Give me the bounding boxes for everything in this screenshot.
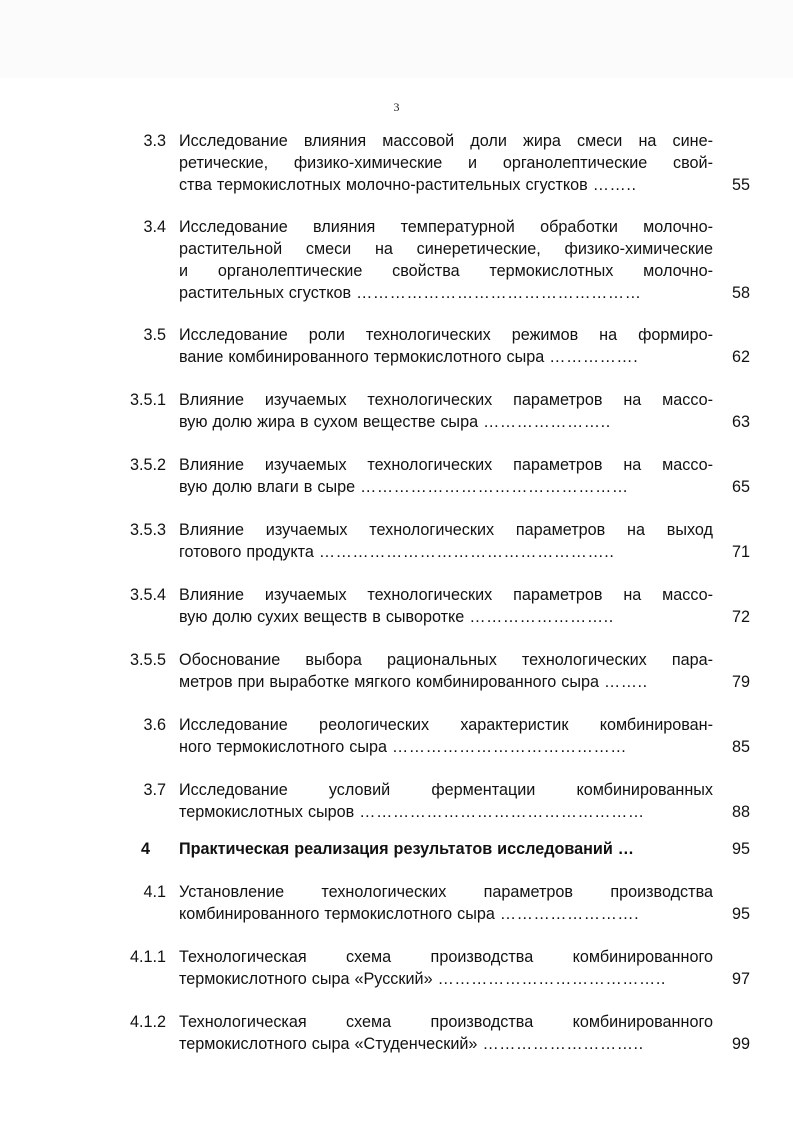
toc-entry-title: [179, 881, 713, 925]
toc-entry-number: 3.5.1: [129, 391, 166, 409]
toc-entry-number: 3.5.5: [129, 651, 166, 669]
toc-leader-dots: ……..: [603, 673, 648, 691]
toc-entry-title: [179, 779, 713, 823]
toc-entry-title-line: Технологическая схема производства комбинированного: [179, 948, 713, 966]
toc-entry-title-text: термокислотных сыров: [179, 803, 355, 821]
toc-entry-number: 4.1.2: [129, 1013, 166, 1031]
toc-entry-title-text: вую долю влаги в сыре: [179, 478, 356, 496]
toc-entry-page: 71: [731, 543, 750, 561]
toc-entry-title: [179, 216, 713, 304]
toc-entry-title-line: Влияние изучаемых технологических параметров на выход: [179, 521, 713, 539]
toc-entry-page: 97: [731, 970, 750, 988]
toc-leader-dots: …: [617, 840, 635, 858]
toc-entry-title-last-line: [179, 903, 713, 925]
toc-entry-page: 88: [731, 803, 750, 821]
toc-entry-title: [179, 838, 713, 860]
toc-entry-title: [179, 324, 713, 368]
toc-entry-title-line: Установление технологических параметров производства: [179, 883, 713, 901]
toc-entry-title-last-line: [179, 541, 713, 563]
toc-entry-number: 4.1: [143, 883, 166, 901]
toc-entry-title: [179, 714, 713, 758]
toc-entry-number: 3.5.3: [129, 521, 166, 539]
toc-entry-title: [179, 946, 713, 990]
toc-entry-title-line: Исследование реологических характеристик комбинирован-: [179, 716, 713, 734]
toc-entry-title-last-line: [179, 282, 713, 304]
toc-entry-title-line: Влияние изучаемых технологических параметров на массо-: [179, 391, 713, 409]
toc-entry-page: 95: [731, 840, 750, 858]
toc-leader-dots: ……………………………………………..: [318, 543, 615, 561]
toc-entry-title-last-line: [179, 671, 713, 693]
toc-entry-title: [179, 519, 713, 563]
toc-entry-title-line: Исследование влияния температурной обработки молочно-: [179, 218, 713, 236]
toc-entry-title: [179, 649, 713, 693]
toc-entry-number: 4.1.1: [129, 948, 166, 966]
toc-entry-title-text: ного термокислотного сыра: [179, 738, 387, 756]
toc-entry-title-text: метров при выработке мягкого комбинированного сыра: [179, 673, 599, 691]
toc-leader-dots: …………….: [549, 348, 639, 366]
toc-leader-dots: ……………………………………………: [359, 803, 645, 821]
toc-entry-page: 63: [731, 413, 750, 431]
toc-leader-dots: ……..: [592, 176, 637, 194]
toc-entry-title-text: вую долю жира в сухом веществе сыра: [179, 413, 479, 431]
toc-entry-page: 79: [731, 673, 750, 691]
toc-entry-title-last-line: [179, 606, 713, 628]
toc-entry-title: [179, 130, 713, 196]
toc-leader-dots: …………………….: [499, 905, 640, 923]
toc-entry-number: 3.5.2: [129, 456, 166, 474]
toc-entry-title-last-line: [179, 801, 713, 823]
toc-entry-title-line: растительной смеси на синеретические, физико-химические: [179, 240, 713, 258]
toc-entry-title-line: Обоснование выбора рациональных технологических пара-: [179, 651, 713, 669]
toc-leader-dots: ……………………..: [469, 608, 614, 626]
toc-entry-title-last-line: [179, 736, 713, 758]
toc-entry-page: 99: [731, 1035, 750, 1053]
page-number: 3: [393, 100, 400, 114]
toc-entry-title-text: готового продукта: [179, 543, 314, 561]
toc-entry-title-line: Исследование влияния массовой доли жира смеси на сине-: [179, 132, 713, 150]
toc-entry-title-line: ретические, физико-химические и органолептические свой-: [179, 154, 713, 172]
toc-entry-number: 3.3: [143, 132, 166, 150]
toc-entry-number: 3.6: [143, 716, 166, 734]
toc-entry-title-last-line: [179, 411, 713, 433]
toc-entry-title-line: Влияние изучаемых технологических параметров на массо-: [179, 456, 713, 474]
toc-entry-title-text: термокислотного сыра «Студенческий»: [179, 1035, 478, 1053]
toc-entry-title: [179, 1011, 713, 1055]
toc-entry-page: 58: [731, 284, 750, 302]
toc-entry-number: 3.7: [143, 781, 166, 799]
toc-entry-title-text: вую долю сухих веществ в сыворотке: [179, 608, 465, 626]
toc-entry-title-text: термокислотного сыра «Русский»: [179, 970, 433, 988]
toc-entry-title-last-line: [179, 968, 713, 990]
toc-entry-title: [179, 584, 713, 628]
toc-entry-title-line: Исследование условий ферментации комбинированных: [179, 781, 713, 799]
toc-entry-page: 62: [731, 348, 750, 366]
toc-entry-title-text: комбинированного термокислотного сыра: [179, 905, 495, 923]
toc-entry-title: [179, 389, 713, 433]
toc-leader-dots: …………………………………..: [437, 970, 667, 988]
toc-entry-title: [179, 454, 713, 498]
toc-entry-page: 72: [731, 608, 750, 626]
toc-entry-title-text: ства термокислотных молочно-растительных сгустков: [179, 176, 588, 194]
toc-entry-title-text: вание комбинированного термокислотного сыра: [179, 348, 545, 366]
toc-entry-title-text: растительных сгустков: [179, 284, 352, 302]
toc-entry-title-line: Технологическая схема производства комбинированного: [179, 1013, 713, 1031]
toc-entry-number: 3.4: [143, 218, 166, 236]
toc-entry-title-line: и органолептические свойства термокислотных молочно-: [179, 262, 713, 280]
toc-entry-title-last-line: [179, 346, 713, 368]
toc-entry-page: 95: [731, 905, 750, 923]
toc-entry-number: 3.5.4: [129, 586, 166, 604]
toc-entry-title-last-line: [179, 174, 713, 196]
toc-entry-page: 65: [731, 478, 750, 496]
toc-leader-dots: …………………..: [483, 413, 611, 431]
toc-entry-title-text: Практическая реализация результатов исследований: [179, 840, 613, 858]
toc-leader-dots: ……………………………………: [392, 738, 628, 756]
toc-leader-dots: ……………………………………………: [356, 284, 642, 302]
toc-entry-title-last-line: [179, 476, 713, 498]
toc-entry-title-line: Влияние изучаемых технологических параметров на массо-: [179, 586, 713, 604]
toc-leader-dots: ………………………..: [482, 1035, 644, 1053]
toc-entry-number: 3.5: [143, 326, 166, 344]
toc-entry-title-last-line: [179, 838, 713, 860]
toc-entry-number: 4: [140, 840, 150, 858]
toc-leader-dots: …………………………………………: [360, 478, 629, 496]
toc-entry-page: 55: [731, 176, 750, 194]
toc-entry-title-last-line: [179, 1033, 713, 1055]
toc-entry-title-line: Исследование роли технологических режимов на формиро-: [179, 326, 713, 344]
toc-entry-page: 85: [731, 738, 750, 756]
